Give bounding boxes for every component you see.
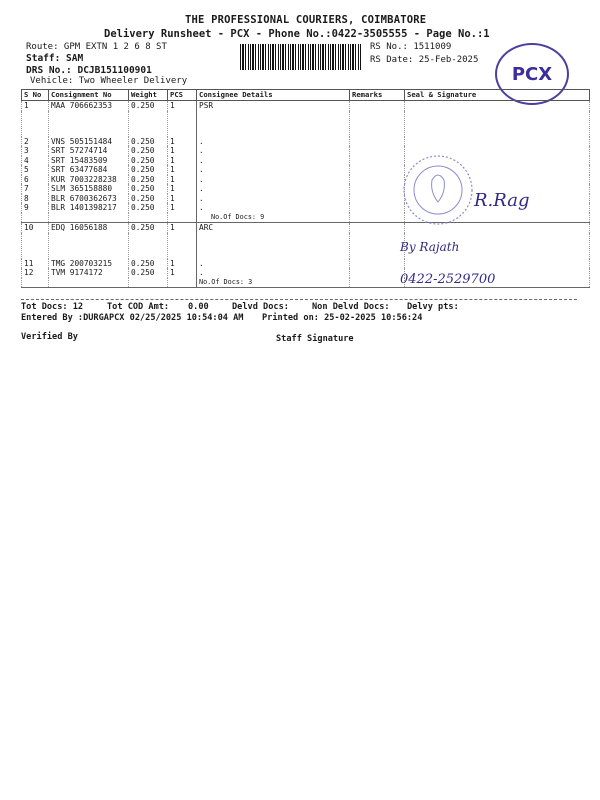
table-row: 10 EDQ 16056188 0.250 1 ARC	[22, 223, 590, 233]
table-row: 6 KUR 7003228238 0.250 1 .	[22, 175, 590, 185]
table-row: 5 SRT 63477684 0.250 1 .	[22, 165, 590, 175]
route: Route: GPM EXTN 1 2 6 8 ST	[26, 42, 167, 52]
runsheet-subtitle: Delivery Runsheet - PCX - Phone No.:0422-3505555 - Page No.:1	[104, 28, 490, 40]
col-pcs: PCS	[168, 90, 197, 101]
delivered-docs: Delvd Docs:	[232, 302, 289, 312]
table-row: 4 SRT 15483509 0.250 1 .	[22, 156, 590, 166]
rs-number: RS No.: 1511009	[370, 42, 452, 52]
entered-by: Entered By :DURGAPCX 02/25/2025 10:54:04 AM	[21, 313, 244, 323]
col-consignee: Consignee Details	[197, 90, 350, 101]
printed-on: Printed on: 25-02-2025 10:56:24	[262, 313, 423, 323]
staff: Staff: SAM	[26, 53, 84, 64]
pcx-stamp: PCX	[495, 43, 569, 105]
runsheet-table	[21, 89, 590, 288]
total-cod-value: 0.00	[188, 302, 209, 312]
delivery-points: Delvy pts:	[407, 302, 459, 312]
table-row: 8 BLR 6700362673 0.250 1 .	[22, 194, 590, 204]
table-row: 2 VNS 505151484 0.250 1 .	[22, 137, 590, 147]
divider	[21, 299, 577, 300]
col-consignment: Consignment No	[49, 90, 129, 101]
group2-doc-count: No.Of Docs: 3	[197, 278, 350, 288]
table-row: 7 SLM 365158880 0.250 1 .	[22, 184, 590, 194]
signature-1: R.Rag	[474, 190, 530, 211]
table-row: 11 TMG 200703215 0.250 1 .	[22, 259, 590, 269]
non-delivered-docs: Non Delvd Docs:	[312, 302, 390, 312]
rs-date: RS Date: 25-Feb-2025	[370, 55, 479, 65]
drs-number: DRS No.: DCJB151100901	[26, 65, 152, 76]
table-row: 3 SRT 57274714 0.250 1 .	[22, 146, 590, 156]
verified-by: Verified By	[21, 332, 78, 342]
group1-doc-count: No.Of Docs: 9	[197, 213, 350, 223]
seal-icon	[398, 150, 478, 230]
vehicle: Vehicle: Two Wheeler Delivery	[30, 76, 188, 86]
handwritten-phone: 0422-2529700	[400, 272, 496, 287]
col-sno: S No	[22, 90, 49, 101]
col-weight: Weight	[129, 90, 168, 101]
company-name: THE PROFESSIONAL COURIERS, COIMBATORE	[185, 14, 427, 26]
table-row: 12 TVM 9174172 0.250 1 .	[22, 268, 590, 278]
total-docs: Tot Docs: 12	[21, 302, 84, 312]
signature-2: By Rajath	[400, 240, 460, 254]
col-remarks: Remarks	[350, 90, 405, 101]
staff-signature: Staff Signature	[276, 334, 354, 344]
total-cod-label: Tot COD Amt:	[107, 302, 170, 312]
col-seal: Seal & Signature	[405, 90, 590, 101]
barcode	[240, 44, 362, 70]
table-row: 9 BLR 1401398217 0.250 1 .	[22, 203, 590, 213]
table-row: 1 MAA 706662353 0.250 1 PSR	[22, 101, 590, 111]
